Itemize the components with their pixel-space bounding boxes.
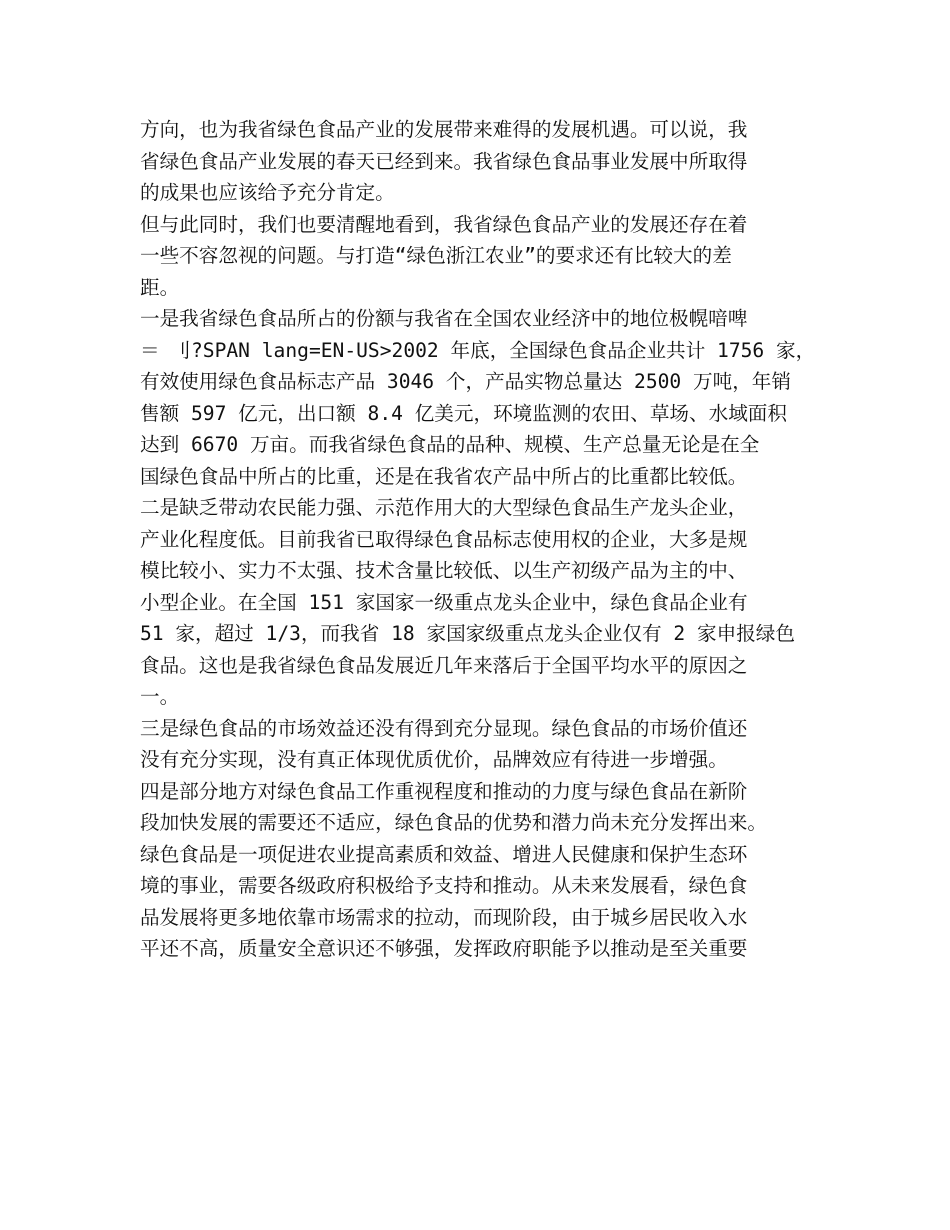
text-line: 食品。这也是我省绿色食品发展近几年来落后于全国平均水平的原因之 — [140, 653, 748, 677]
text-line: 四是部分地方对绿色食品工作重视程度和推动的力度与绿色食品在新阶 — [140, 779, 748, 803]
text-line: 方向，也为我省绿色食品产业的发展带来难得的发展机遇。可以说，我 — [140, 118, 748, 141]
text-line: 平还不高，质量安全意识还不够强，发挥政府职能予以推动是至关重要 — [140, 937, 748, 960]
text-line: 国绿色食品中所占的比重，还是在我省农产品中所占的比重都比较低。 — [140, 464, 748, 488]
text-line: 51 家，超过 1/3，而我省 18 家国家级重点龙头企业仅有 2 家申报绿色 — [140, 622, 795, 645]
text-line: 的成果也应该给予充分肯定。 — [140, 181, 395, 204]
text-line: 二是缺乏带动农民能力强、示范作用大的大型绿色食品生产龙头企业， — [140, 496, 748, 519]
text-line: 一些不容忽视的问题。与打造“绿色浙江农业”的要求还有比较大的差 — [140, 244, 732, 267]
text-line: 省绿色食品产业发展的春天已经到来。我省绿色食品事业发展中所取得 — [140, 149, 748, 173]
text-line: 但与此同时，我们也要清醒地看到，我省绿色食品产业的发展还存在着 — [140, 212, 748, 236]
text-line: 三是绿色食品的市场效益还没有得到充分显现。绿色食品的市场价值还 — [140, 716, 748, 740]
text-line: 境的事业，需要各级政府积极给予支持和推动。从未来发展看，绿色食 — [140, 874, 748, 897]
text-line: 距。 — [140, 275, 180, 299]
text-line: 有效使用绿色食品标志产品 3046 个，产品实物总量达 2500 万吨，年销 — [140, 370, 791, 393]
text-line: 售额 597 亿元，出口额 8.4 亿美元，环境监测的农田、草场、水域面积 — [140, 401, 787, 425]
text-line: 品发展将更多地依靠市场需求的拉动，而现阶段，由于城乡居民收入水 — [140, 905, 748, 929]
text-line: ＝ 刂?SPAN lang=EN-US>2002 年底，全国绿色食品企业共计 1756 家， — [140, 338, 816, 362]
text-line: 绿色食品是一项促进农业提高素质和效益、增进人民健康和保护生态环 — [140, 842, 748, 866]
text-line: 段加快发展的需要还不适应，绿色食品的优势和潜力尚未充分发挥出来。 — [140, 811, 767, 834]
document-body — [140, 114, 820, 965]
text-line: 一是我省绿色食品所占的份额与我省在全国农业经济中的地位极幌喑啤 — [140, 307, 748, 330]
text-line: 模比较小、实力不太强、技术含量比较低、以生产初级产品为主的中、 — [140, 559, 748, 582]
text-line: 没有充分实现，没有真正体现优质优价，品牌效应有待进一步增强。 — [140, 748, 728, 771]
text-line: 产业化程度低。目前我省已取得绿色食品标志使用权的企业，大多是规 — [140, 527, 748, 551]
text-line: 达到 6670 万亩。而我省绿色食品的品种、规模、生产总量无论是在全 — [140, 433, 760, 456]
text-line: 一。 — [140, 685, 180, 708]
text-line: 小型企业。在全国 151 家国家一级重点龙头企业中，绿色食品企业有 — [140, 590, 748, 614]
